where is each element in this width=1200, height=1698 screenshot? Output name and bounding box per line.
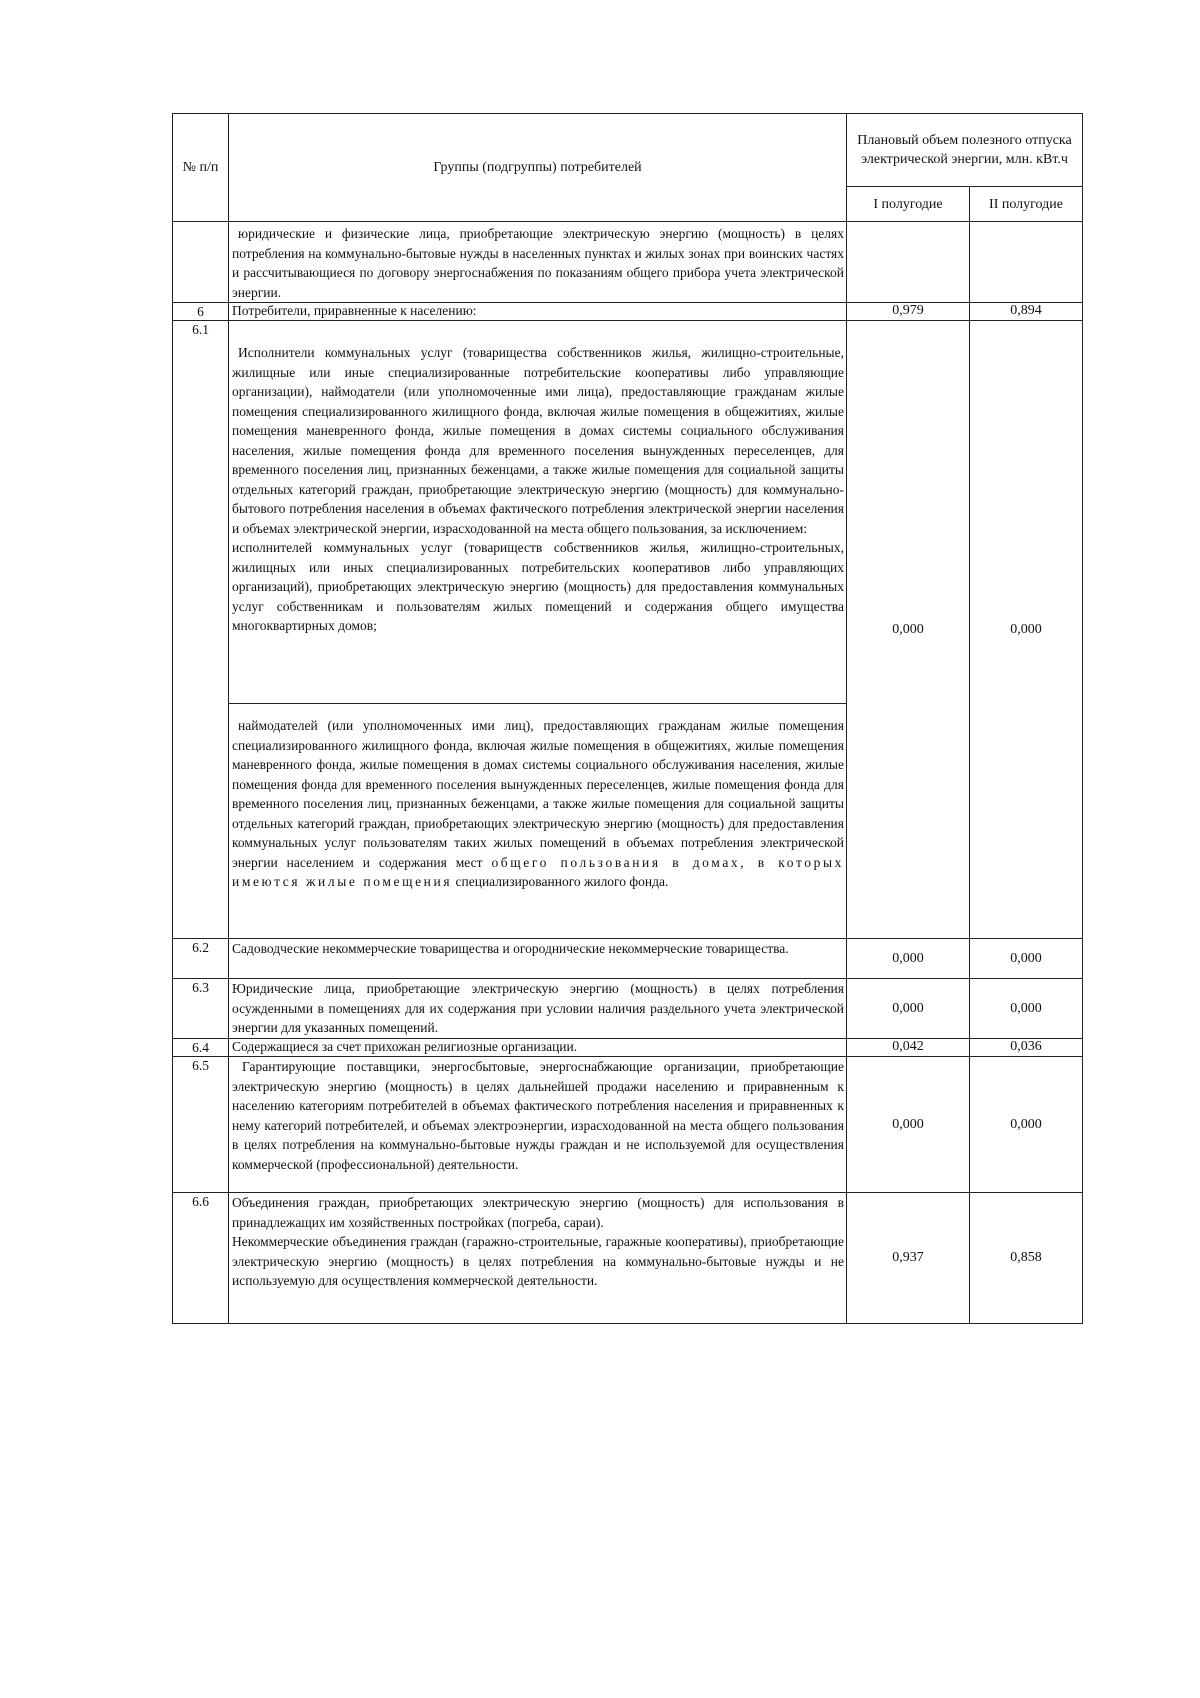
- row-text-b: Некоммерческие объединения граждан (гаражно-строительные, гаражные кооперативы), приобретающие электрическую энергию (мощность) в целях потребления на коммунально-бытовые нужды и не используемую для осуществления коммерческой деятельности.: [232, 1234, 844, 1288]
- header-half-2: II полугодие: [970, 187, 1083, 222]
- value-half-1: 0,000: [847, 1057, 970, 1193]
- row-text: Содержащиеся за счет прихожан религиозные организации.: [229, 1039, 847, 1057]
- value-half-2: 0,858: [970, 1193, 1083, 1324]
- row-text-c3: специализированного жилого фонда.: [455, 874, 669, 889]
- table-row: [173, 1057, 1083, 1193]
- row-cont-text: юридические и физические лица, приобретающие электрическую энергию (мощность) в целях потребления на коммунально-бытовые нужды в населенных пунктах и жилых зонах при воинских частях и рассчитывающиеся по договору энергоснабжения по показаниям общего прибора учета электрической энергии.: [232, 226, 844, 300]
- row-text: Юридические лица, приобретающие электрическую энергию (мощность) в целях потребления осужденными в помещениях для их содержания при условии наличия раздельного учета электрической энергии для указанных помещений.: [229, 979, 847, 1039]
- value-half-1: 0,937: [847, 1193, 970, 1324]
- table-row: [173, 979, 1083, 1039]
- table-row: [173, 1193, 1083, 1324]
- row-text-c2: общего пользования в домах, в которых имеются жилые помещения: [232, 854, 844, 889]
- table-row: [173, 321, 1083, 704]
- row-text-a: Объединения граждан, приобретающих электрическую энергию (мощность) для использования в принадлежащих им хозяйственных постройках (погреба, сараи).: [232, 1195, 844, 1230]
- row-num: 6.2: [173, 939, 229, 979]
- header-group: Группы (подгруппы) потребителей: [229, 114, 847, 222]
- row-text: Потребители, приравненные к населению:: [229, 303, 847, 321]
- row-text-c1: наймодателей (или уполномоченных ими лиц), предоставляющих гражданам жилые помещения специализированного жилищного фонда, включая жилые помещения в общежитиях, жилые помещения маневренного фонда, жилые помещения в домах системы социального обслуживания населения, жилые помещения фонда для временного поселения вынужденных переселенцев, жилые помещения фонда для временного поселения лиц, признанных беженцами, а также жилые помещения для социальной защиты отдельных категорий граждан, приобретающих электрическую энергию (мощность) для предоставления коммунальных услуг пользователям таких жилых помещений в объемах потребления электрической энергии населением и содержания мест: [232, 718, 844, 870]
- header-volume: Плановый объем полезного отпуска электрической энергии, млн. кВт.ч: [847, 114, 1083, 187]
- table-row: [173, 939, 1083, 979]
- value-half-1: 0,042: [847, 1039, 970, 1057]
- header-half-1: I полугодие: [847, 187, 970, 222]
- row-num: 6.4: [173, 1039, 229, 1057]
- value-half-2: 0,000: [970, 321, 1083, 939]
- row-num: 6.1: [173, 321, 229, 939]
- row-text: Садоводческие некоммерческие товарищества и огороднические некоммерческие товарищества.: [229, 939, 847, 979]
- value-half-1: 0,000: [847, 321, 970, 939]
- consumption-table: [172, 113, 1083, 1324]
- row-num: 6.3: [173, 979, 229, 1039]
- value-half-2: 0,000: [970, 1057, 1083, 1193]
- value-half-1: 0,000: [847, 939, 970, 979]
- row-num: 6: [173, 303, 229, 321]
- value-half-2: 0,000: [970, 979, 1083, 1039]
- row-text-a: Исполнители коммунальных услуг (товарищества собственников жилья, жилищно-строительные, жилищные или иные специализированные потребительские кооперативы либо управляющие организации), наймодатели (или уполномоченные ими лица), предоставляющие гражданам жилые помещения специализированного жилищного фонда, включая жилые помещения в общежитиях, жилые помещения маневренного фонда, жилые помещения в домах системы социального обслуживания населения, жилые помещения фонда для временного поселения вынужденных переселенцев, для временного поселения лиц, признанных беженцами, а также жилые помещения для социальной защиты отдельных категорий граждан, приобретающие электрическую энергию (мощность) для коммунально-бытового потребления населения в объемах фактического потребления электрической энергии населения и объемах электрической энергии, израсходованной на места общего пользования, за исключением:: [232, 345, 844, 536]
- table-row: [173, 222, 1083, 303]
- table-row: [173, 303, 1083, 321]
- row-text-b: исполнителей коммунальных услуг (товариществ собственников жилья, жилищно-строительных, жилищных или иных специализированных потребительских кооперативов либо управляющих организаций), приобретающих электрическую энергию (мощность) для предоставления коммунальных услуг собственникам и пользователям жилых помещений и содержания общего имущества многоквартирных домов;: [232, 540, 844, 633]
- row-num: 6.6: [173, 1193, 229, 1324]
- header-num: № п/п: [173, 114, 229, 222]
- value-half-2: 0,894: [970, 303, 1083, 321]
- value-half-2: 0,036: [970, 1039, 1083, 1057]
- row-text: Гарантирующие поставщики, энергосбытовые, энергоснабжающие организации, приобретающие электрическую энергию (мощность) в целях дальнейшей продажи населению и приравненным к населению категориям потребителей в объемах фактического потребления населения и приравненных к нему категорий потребителей, и объемах электроэнергии, израсходованной на места общего пользования в целях потребления на коммунально-бытовые нужды граждан и не используемой для осуществления коммерческой (профессиональной) деятельности.: [232, 1059, 844, 1172]
- value-half-1: 0,000: [847, 979, 970, 1039]
- value-half-2: 0,000: [970, 939, 1083, 979]
- table-row: [173, 1039, 1083, 1057]
- row-num: 6.5: [173, 1057, 229, 1193]
- value-half-1: 0,979: [847, 303, 970, 321]
